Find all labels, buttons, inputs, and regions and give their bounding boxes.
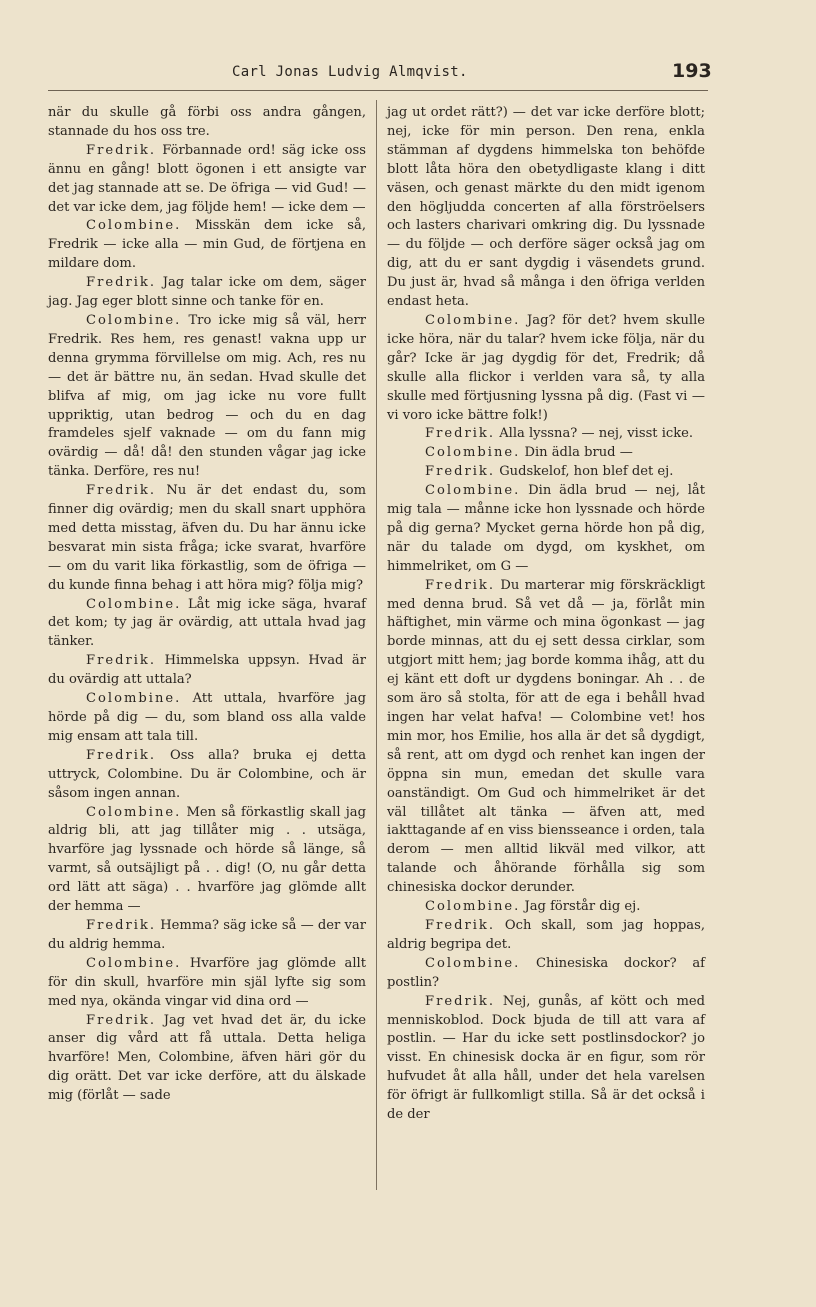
speaker-name: Colombine. bbox=[425, 483, 521, 499]
speaker-name: Colombine. bbox=[86, 955, 182, 971]
paragraph bbox=[48, 690, 366, 747]
speaker-name: Fredrik. bbox=[86, 142, 157, 158]
paragraph-text: Nej, gunås, af kött och med menniskoblod. Dock bjuda de till att vara af postlin. — Har du icke sett postlinsdockor? jo visst. En chinesisk docka är en figur, som rör hufvudet åt alla håll, under det hela varelsen för öfrigt är fullkomligt stilla. Så är det också i de der bbox=[387, 993, 705, 1123]
speaker-name: Fredrik. bbox=[425, 426, 496, 442]
paragraph-text: Gudskelof, hon blef det ej. bbox=[495, 464, 674, 480]
paragraph bbox=[48, 142, 366, 218]
column-divider bbox=[376, 100, 377, 1190]
left-column bbox=[48, 104, 366, 1106]
paragraph bbox=[48, 1012, 366, 1107]
paragraph bbox=[48, 804, 366, 917]
paragraph-text: Jag talar icke om dem, säger jag. Jag eger blott sinne och tanke för en. bbox=[48, 275, 366, 310]
speaker-name: Fredrik. bbox=[425, 993, 496, 1009]
paragraph-text: jag ut ordet rätt?) — det var icke derföre blott; nej, icke för min person. Den rena, enkla stämman af dygdens himmelska ton behöfde blott låta höra den obetydligaste klang i ditt väsen, och genast märkte du den midt igenom den högljudda concerten af alla förströelsers och lasters charivari omkring dig. Du lyssnade — du följde — och derföre säger också jag om dig, att du er sant dygdig i väsendets grund. Du just är, hvad så många i den öfriga verlden endast heta. bbox=[387, 105, 705, 310]
paragraph-text: Jag? för det? hvem skulle icke höra, när du talar? hvem icke följa, när du går? Icke är jag dygdig för det, Fredrik; då skulle alla flickor i verlden vara så, ty alla skulle med förtjusning lyssna på dig. (Fast vi — vi voro icke bättre folk!) bbox=[387, 312, 705, 423]
speaker-name: Colombine. bbox=[425, 955, 521, 971]
paragraph bbox=[387, 955, 705, 993]
paragraph-text: Jag förstår dig ej. bbox=[520, 899, 641, 915]
speaker-name: Colombine. bbox=[86, 804, 182, 820]
paragraph bbox=[387, 993, 705, 1125]
speaker-name: Fredrik. bbox=[86, 917, 157, 933]
speaker-name: Fredrik. bbox=[425, 464, 496, 480]
paragraph bbox=[48, 917, 366, 955]
speaker-name: Fredrik. bbox=[425, 577, 496, 593]
paragraph bbox=[387, 917, 705, 955]
speaker-name: Fredrik. bbox=[425, 917, 496, 933]
paragraph bbox=[387, 463, 705, 482]
paragraph bbox=[48, 104, 366, 142]
speaker-name: Colombine. bbox=[425, 899, 521, 915]
speaker-name: Colombine. bbox=[86, 596, 182, 612]
paragraph bbox=[387, 425, 705, 444]
header-rule bbox=[48, 90, 708, 91]
speaker-name: Colombine. bbox=[425, 445, 521, 461]
paragraph bbox=[48, 482, 366, 595]
paragraph bbox=[387, 104, 705, 312]
page-number: 193 bbox=[672, 60, 712, 82]
paragraph-text: Din ädla brud — nej, låt mig tala — månne icke hon lyssnade och hörde på dig gerna? Mycket gerna hörde hon på dig, när du talade om dygd, om kyskhet, om himmelriket, om G — bbox=[387, 483, 705, 574]
paragraph-text: Hemma? säg icke så — der var du aldrig hemma. bbox=[48, 917, 366, 952]
paragraph bbox=[48, 312, 366, 482]
paragraph bbox=[48, 747, 366, 804]
speaker-name: Fredrik. bbox=[86, 483, 157, 499]
speaker-name: Fredrik. bbox=[86, 747, 157, 763]
paragraph-text: Och skall, som jag hoppas, aldrig begripa det. bbox=[387, 917, 705, 952]
speaker-name: Colombine. bbox=[86, 691, 182, 707]
right-column bbox=[387, 104, 705, 1125]
paragraph-text: när du skulle gå förbi oss andra gången, stannade du hos oss tre. bbox=[48, 105, 366, 139]
paragraph-text: Låt mig icke säga, hvaraf det kom; ty jag är ovärdig, att uttala hvad jag tänker. bbox=[48, 596, 366, 650]
speaker-name: Colombine. bbox=[86, 312, 182, 328]
paragraph-text: Tro icke mig så väl, herr Fredrik. Res hem, res genast! vakna upp ur denna grymma förvillelse om mig. Ach, res nu — det är bättre nu, än sedan. Hvad skulle det blifva af mig, om jag icke nu vore fullt uppriktig, utan bedrog — och du en dag framdeles sjelf vaknade — om du fann mig ovärdig — då! då! den stunden vågar jag icke tänka. Derföre, res nu! bbox=[48, 312, 366, 480]
speaker-name: Colombine. bbox=[425, 312, 521, 328]
paragraph-text: Himmelska uppsyn. Hvad är du ovärdig att uttala? bbox=[48, 653, 366, 688]
paragraph-text: Jag vet hvad det är, du icke anser dig vård att få uttala. Detta heliga hvarföre! Men, Colombine, äfven häri gör du dig orätt. Det var icke derföre, att du älskade mig (förlåt — sade bbox=[48, 1012, 366, 1104]
paragraph bbox=[387, 482, 705, 577]
paragraph bbox=[387, 577, 705, 898]
paragraph-text: Förbannade ord! säg icke oss ännu en gång! blott ögonen i ett ansigte var det jag stannade att se. De öfriga — vid Gud! — det var icke dem, jag följde hem! — icke dem — bbox=[48, 142, 366, 215]
speaker-name: Fredrik. bbox=[86, 275, 157, 291]
paragraph-text: Misskän dem icke så, Fredrik — icke alla — min Gud, de förtjena en mildare dom. bbox=[48, 218, 366, 272]
paragraph bbox=[387, 444, 705, 463]
running-title: Carl Jonas Ludvig Almqvist. bbox=[232, 64, 468, 80]
paragraph bbox=[48, 274, 366, 312]
paragraph bbox=[387, 898, 705, 917]
paragraph bbox=[48, 217, 366, 274]
paragraph bbox=[48, 652, 366, 690]
speaker-name: Colombine. bbox=[86, 218, 182, 234]
paragraph-text: Oss alla? bruka ej detta uttryck, Colombine. Du är Colombine, och är såsom ingen annan. bbox=[48, 747, 366, 801]
paragraph-text: Du marterar mig förskräckligt med denna brud. Så vet då — ja, förlåt min häftighet, min värme och mina ögonkast — jag borde minnas, att du ej sett dessa cirklar, som utgjort mitt hem; jag borde komma ihåg, att du ej känt ett doft ur dygdens boningar. Ah . . de som äro så stolta, för att de ega i behåll hvad ingen har velat hafva! — Colombine vet! hos min mor, hos Emilie, hos alla är det så dygdigt, så rent, att om dygd och renhet kan ingen der öppna sin mun, emedan det skulle vara oanständigt. Om Gud och himmelriket är det väl tillåtet alt tänka — äfven att, med iakttagande af en viss biensseance i orden, tala derom — men alltid likväl med vilkor, att talande och åhörande förhålla sig som chinesiska dockor derunder. bbox=[387, 577, 705, 896]
paragraph bbox=[387, 312, 705, 425]
paragraph-text: Men så förkastlig skall jag aldrig bli, att jag tillåter mig . . utsäga, hvarföre jag lyssnade och hörde så länge, så varmt, så outsäjligt på . . dig! (O, nu går detta ord lätt att säga) . . hvarföre jag glömde allt der hemma — bbox=[48, 804, 366, 915]
speaker-name: Fredrik. bbox=[86, 653, 157, 669]
paragraph-text: Hvarföre jag glömde allt för din skull, hvarföre min själ lyfte sig som med nya, okända vingar vid dina ord — bbox=[48, 955, 366, 1009]
paragraph-text: Din ädla brud — bbox=[520, 445, 633, 461]
paragraph bbox=[48, 955, 366, 1012]
paragraph-text: Alla lyssna? — nej, visst icke. bbox=[495, 426, 694, 442]
paragraph-text: Nu är det endast du, som finner dig ovärdig; men du skall snart upphöra med detta misstag, äfven du. Du har ännu icke besvarat min sista fråga; icke svarat, hvarföre — om du varit lika förkastlig, som de öfriga — du kunde finna behag i att höra mig? följa mig? bbox=[48, 483, 366, 593]
paragraph-text: Chinesiska dockor? af postlin? bbox=[387, 955, 705, 990]
paragraph-text: Att uttala, hvarföre jag hörde på dig — du, som bland oss alla valde mig ensam att tala till. bbox=[48, 691, 366, 744]
paragraph bbox=[48, 596, 366, 653]
speaker-name: Fredrik. bbox=[86, 1012, 157, 1028]
